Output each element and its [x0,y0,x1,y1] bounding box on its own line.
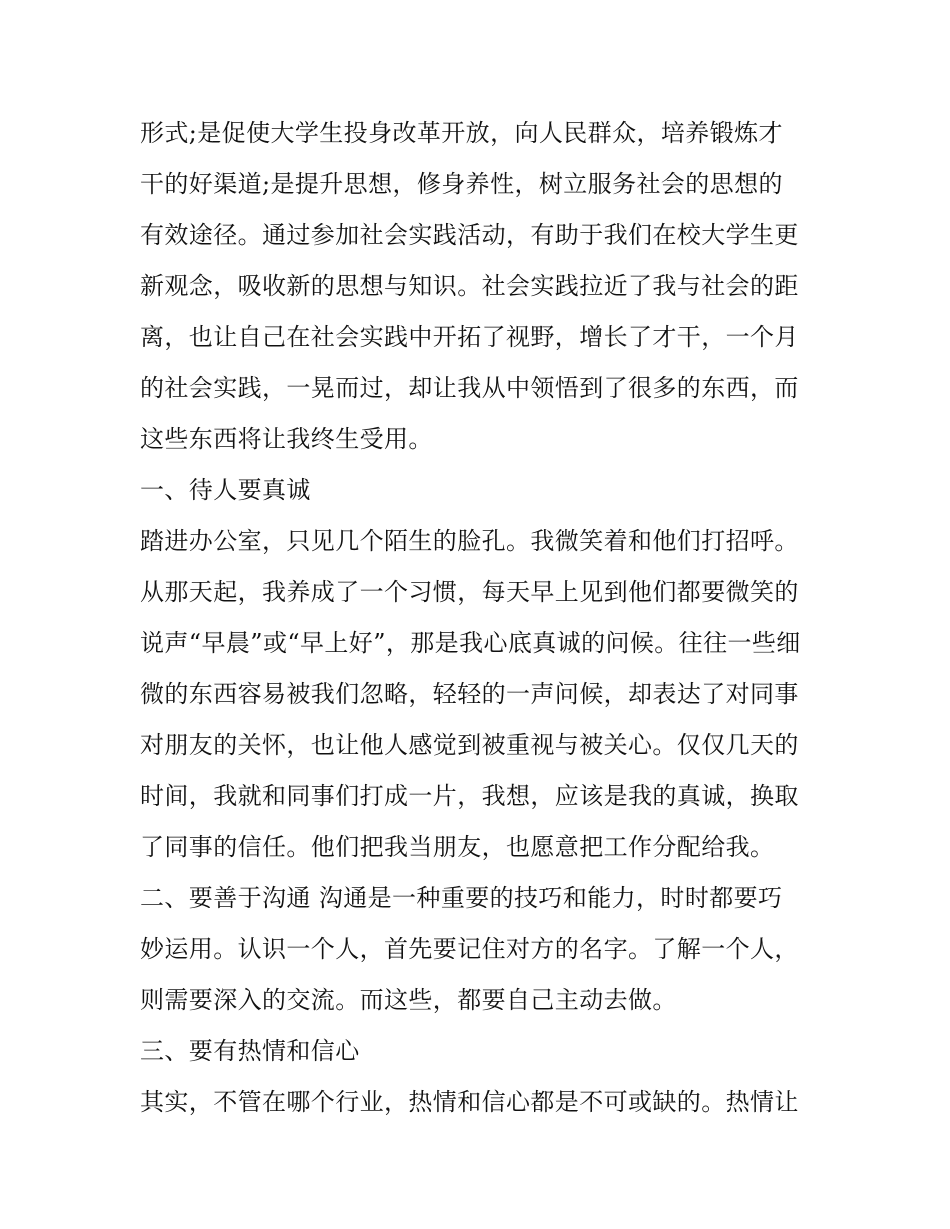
text-line: 干的好渠道;是提升思想，修身养性，树立服务社会的思想的 [140,170,783,198]
text-line: 妙运用。认识一个人，首先要记住对方的名字。了解一个人， [140,935,799,963]
text-line: 说声“早晨”或“早上好”，那是我心底真诚的问候。往往一些细 [140,629,801,657]
text-line: 新观念，吸收新的思想与知识。社会实践拉近了我与社会的距 [140,272,799,300]
section-heading: 三、要有热情和信心 [140,1037,360,1065]
text-line: 形式;是促使大学生投身改革开放，向人民群众，培养锻炼才 [140,119,783,147]
text-line: 从那天起，我养成了一个习惯，每天早上见到他们都要微笑的 [140,578,799,606]
text-line: 踏进办公室，只见几个陌生的脸孔。我微笑着和他们打招呼。 [140,527,799,555]
text-line: 离，也让自己在社会实践中开拓了视野，增长了才干，一个月 [140,323,799,351]
text-line: 其实，不管在哪个行业，热情和信心都是不可或缺的。热情让 [140,1088,799,1116]
section-heading: 二、要善于沟通 沟通是一种重要的技巧和能力，时时都要巧 [140,884,783,912]
text-line: 的社会实践，一晃而过，却让我从中领悟到了很多的东西，而 [140,374,799,402]
text-line: 这些东西将让我终生受用。 [140,425,433,453]
text-line: 了同事的信任。他们把我当朋友，也愿意把工作分配给我。 [140,833,775,861]
document-body [140,108,820,1128]
text-line: 则需要深入的交流。而这些，都要自己主动去做。 [140,986,677,1014]
text-line: 对朋友的关怀，也让他人感觉到被重视与被关心。仅仅几天的 [140,731,799,759]
text-line: 微的东西容易被我们忽略，轻轻的一声问候，却表达了对同事 [140,680,799,708]
section-heading: 一、待人要真诚 [140,476,311,504]
text-line: 有效途径。通过参加社会实践活动，有助于我们在校大学生更 [140,221,799,249]
text-line: 时间，我就和同事们打成一片，我想，应该是我的真诚，换取 [140,782,799,810]
